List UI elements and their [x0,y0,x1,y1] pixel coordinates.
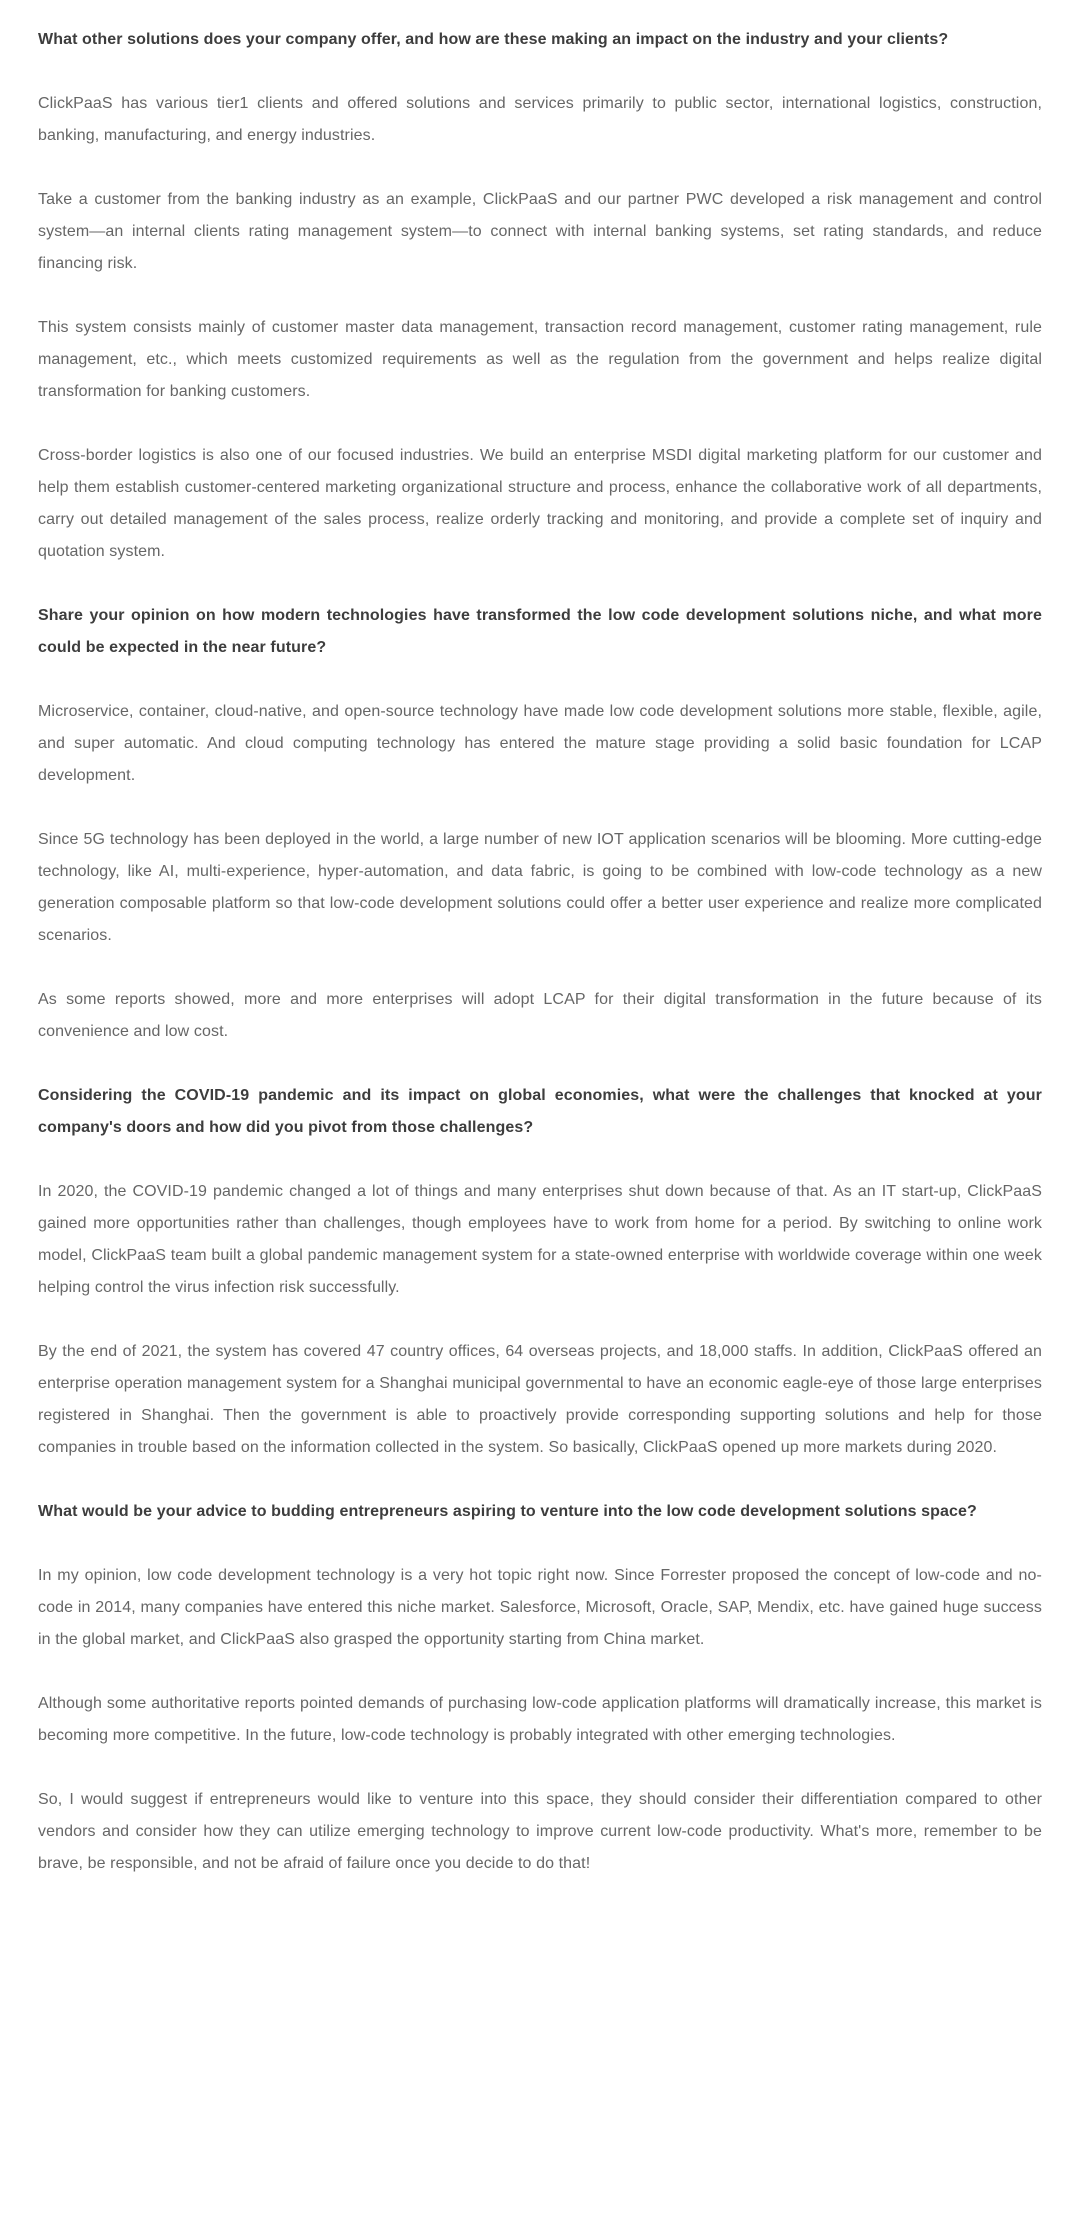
question-heading: What other solutions does your company offer, and how are these making an impact on the industry and your clients? [38,31,949,48]
question-heading: Share your opinion on how modern technologies have transformed the low code development solutions niche, and what more could be expected in the near future? [38,607,1042,656]
answer-paragraph: Take a customer from the banking industry as an example, ClickPaaS and our partner PWC developed a risk management and control system—an internal clients rating management system—to connect with internal banking systems, set rating standards, and reduce financing risk. [38,191,1042,272]
answer-paragraph: Microservice, container, cloud-native, and open-source technology have made low code development solutions more stable, flexible, agile, and super automatic. And cloud computing technology has entered the mature stage providing a solid basic foundation for LCAP development. [38,703,1042,784]
answer-paragraph: ClickPaaS has various tier1 clients and offered solutions and services primarily to public sector, international logistics, construction, banking, manufacturing, and energy industries. [38,95,1042,144]
answer-paragraph: As some reports showed, more and more enterprises will adopt LCAP for their digital transformation in the future because of its convenience and low cost. [38,991,1042,1040]
question-heading: Considering the COVID-19 pandemic and its impact on global economies, what were the challenges that knocked at your company's doors and how did you pivot from those challenges? [38,1087,1042,1136]
question-heading: What would be your advice to budding entrepreneurs aspiring to venture into the low code development solutions space? [38,1503,977,1520]
answer-paragraph: By the end of 2021, the system has covered 47 country offices, 64 overseas projects, and 18,000 staffs. In addition, ClickPaaS offered an enterprise operation management system for a Shanghai municipal governmental to have an economic eagle-eye of those large enterprises registered in Shanghai. Then the government is able to proactively provide corresponding supporting solutions and help for those companies in trouble based on the information collected in the system. So basically, ClickPaaS opened up more markets during 2020. [38,1343,1042,1456]
answer-paragraph: So, I would suggest if entrepreneurs would like to venture into this space, they should consider their differentiation compared to other vendors and consider how they can utilize emerging technology to improve current low-code productivity. What's more, remember to be brave, be responsible, and not be afraid of failure once you decide to do that! [38,1791,1042,1872]
answer-paragraph: Cross-border logistics is also one of our focused industries. We build an enterprise MSDI digital marketing platform for our customer and help them establish customer-centered marketing organizational structure and process, enhance the collaborative work of all departments, carry out detailed management of the sales process, realize orderly tracking and monitoring, and provide a complete set of inquiry and quotation system. [38,447,1042,560]
answer-paragraph: Although some authoritative reports pointed demands of purchasing low-code application platforms will dramatically increase, this market is becoming more competitive. In the future, low-code technology is probably integrated with other emerging technologies. [38,1695,1042,1744]
answer-paragraph: In 2020, the COVID-19 pandemic changed a lot of things and many enterprises shut down because of that. As an IT start-up, ClickPaaS gained more opportunities rather than challenges, though employees have to work from home for a period. By switching to online work model, ClickPaaS team built a global pandemic management system for a state-owned enterprise with worldwide coverage within one week helping control the virus infection risk successfully. [38,1183,1042,1296]
answer-paragraph: Since 5G technology has been deployed in the world, a large number of new IOT application scenarios will be blooming. More cutting-edge technology, like AI, multi-experience, hyper-automation, and data fabric, is going to be combined with low-code technology as a new generation composable platform so that low-code development solutions could offer a better user experience and realize more complicated scenarios. [38,831,1042,944]
answer-paragraph: This system consists mainly of customer master data management, transaction record management, customer rating management, rule management, etc., which meets customized requirements as well as the regulation from the government and helps realize digital transformation for banking customers. [38,319,1042,400]
answer-paragraph: In my opinion, low code development technology is a very hot topic right now. Since Forrester proposed the concept of low-code and no-code in 2014, many companies have entered this niche market. Salesforce, Microsoft, Oracle, SAP, Mendix, etc. have gained huge success in the global market, and ClickPaaS also grasped the opportunity starting from China market. [38,1567,1042,1648]
